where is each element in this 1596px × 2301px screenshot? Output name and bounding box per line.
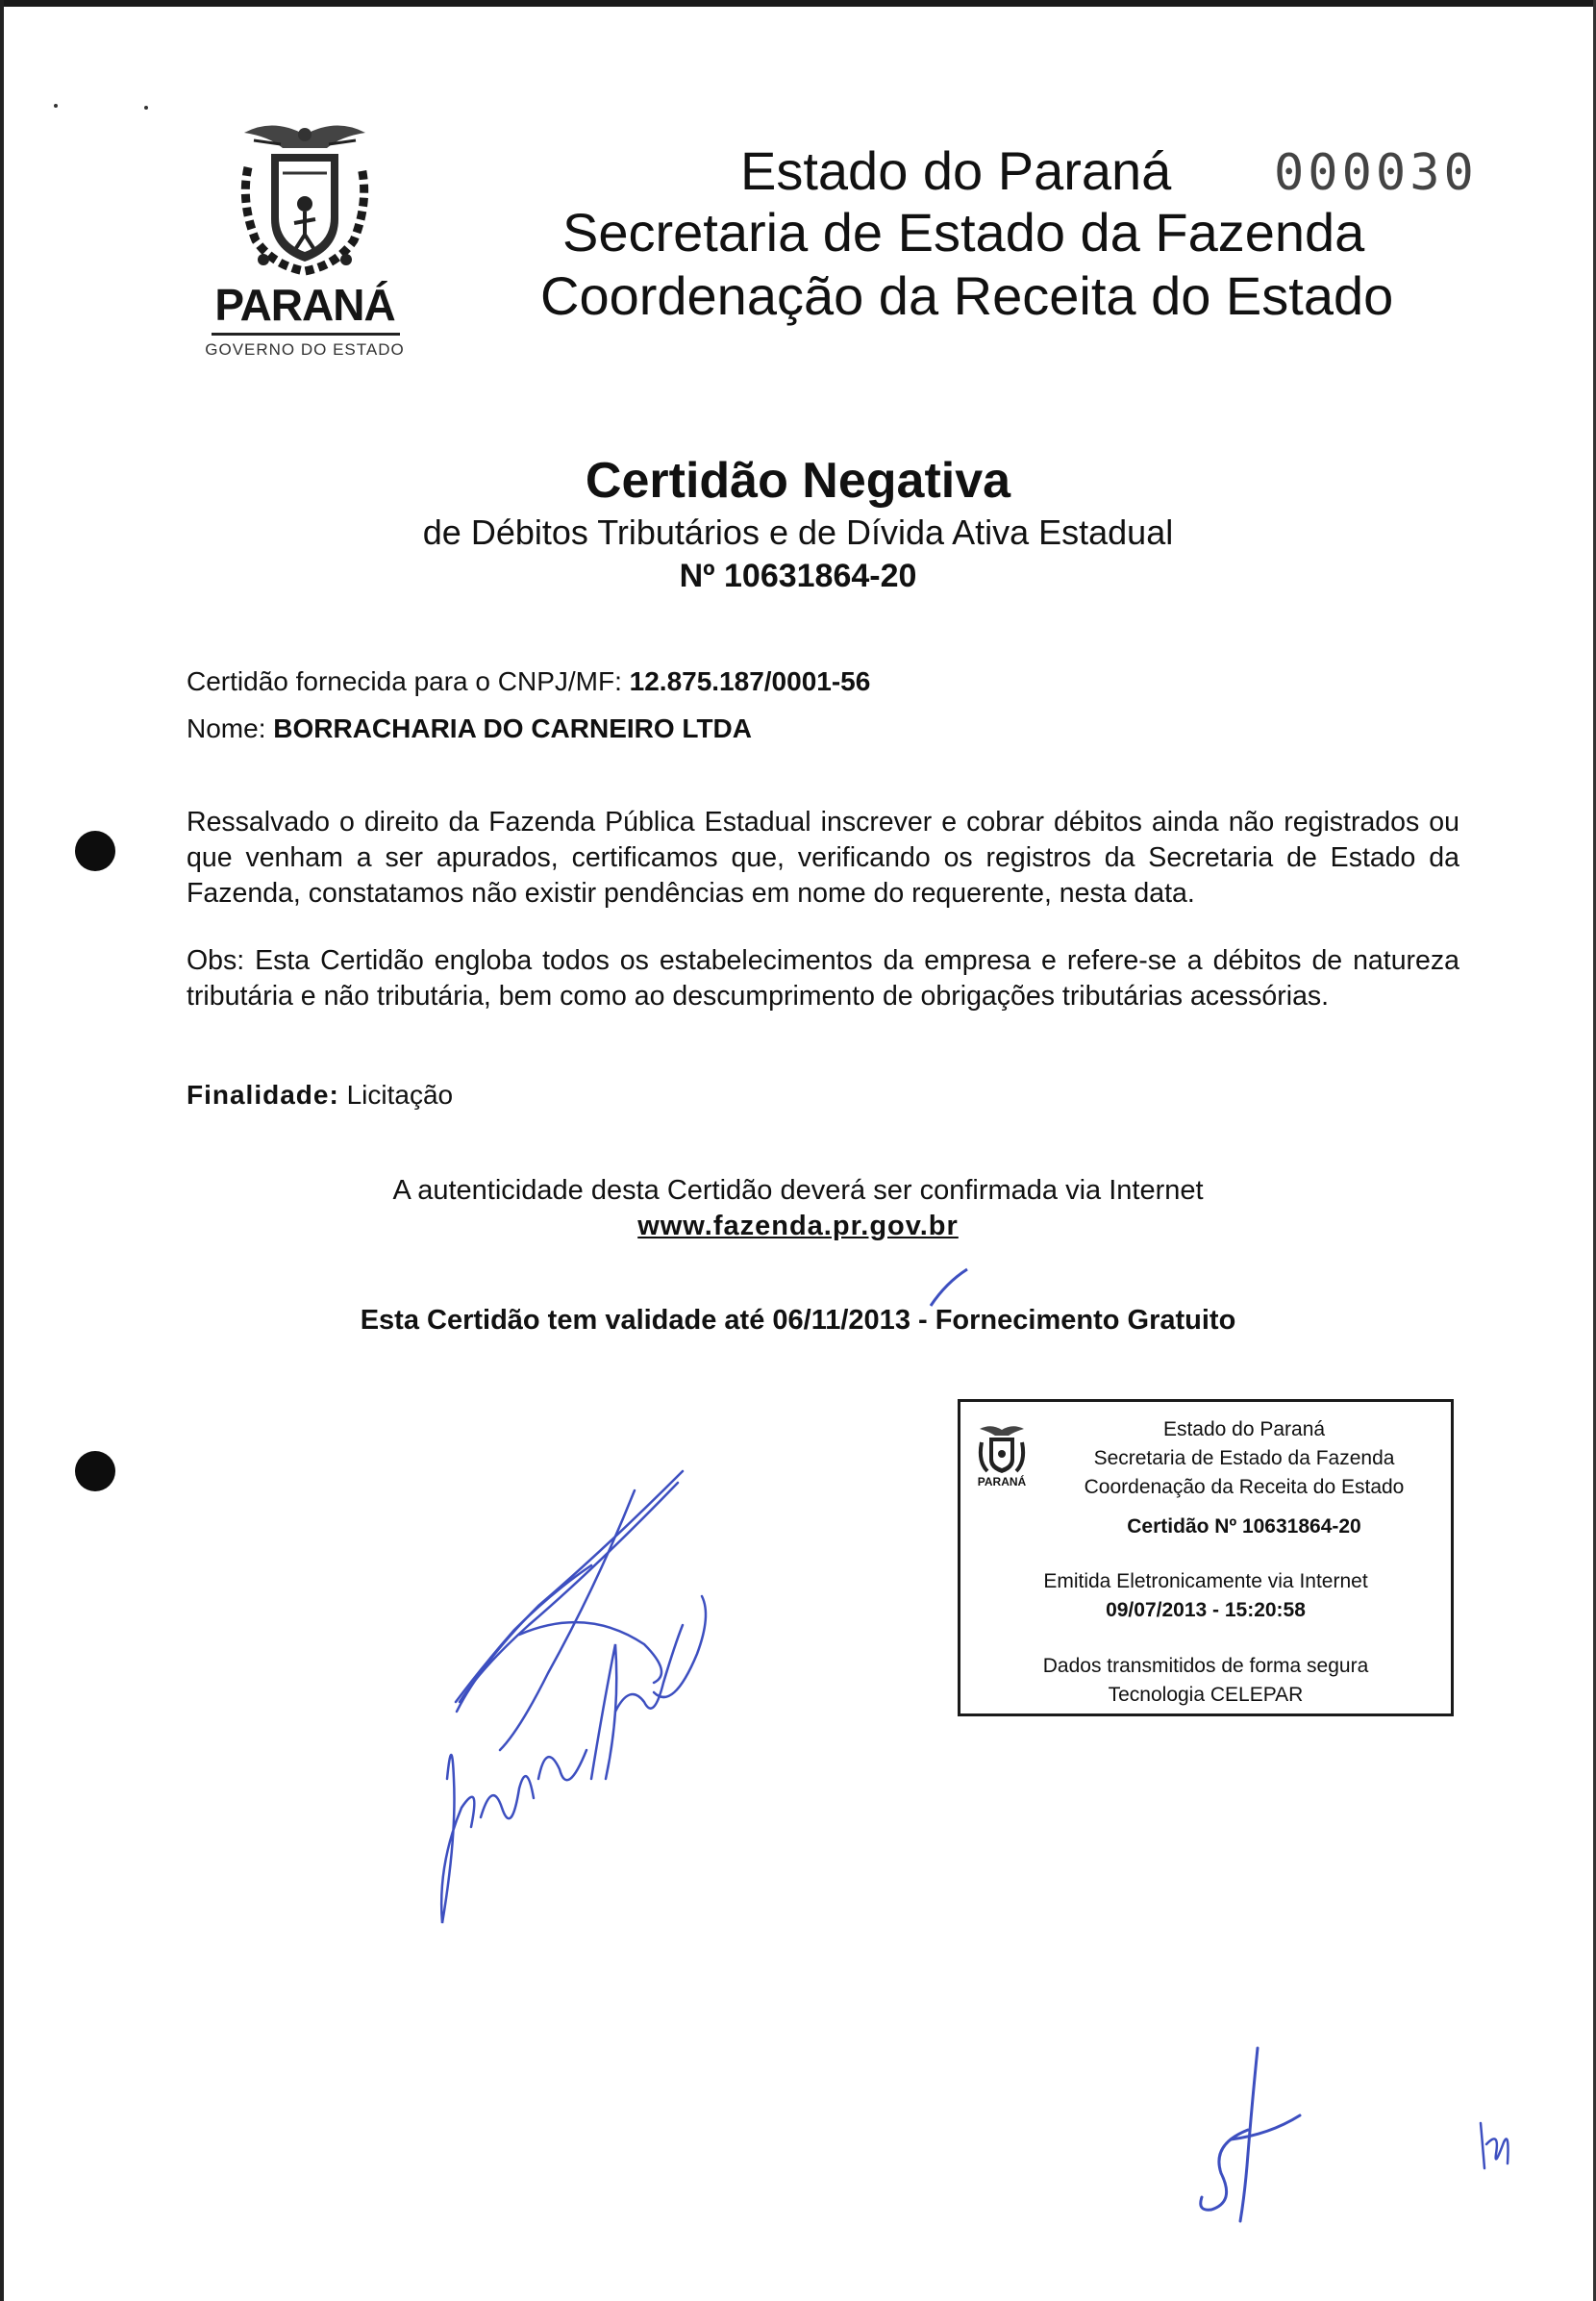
scan-edge-left	[0, 0, 4, 2301]
logo-divider	[212, 333, 400, 336]
name-value: BORRACHARIA DO CARNEIRO LTDA	[273, 713, 753, 743]
header-secretariat: Secretaria de Estado da Fazenda	[562, 202, 1365, 263]
purpose-field	[187, 1080, 453, 1111]
purpose-value: Licitação	[346, 1080, 454, 1110]
name-field	[187, 713, 752, 744]
ink-tick-mark	[923, 1260, 981, 1317]
page-initial-mark	[1471, 2115, 1519, 2183]
handwritten-signature	[423, 1462, 769, 1942]
verification-link[interactable]: www.fazenda.pr.gov.br	[637, 1211, 959, 1241]
cnpj-label: Certidão fornecida para o CNPJ/MF:	[187, 666, 622, 696]
name-label: Nome:	[187, 713, 266, 743]
scan-edge-top	[0, 0, 1596, 7]
header-coordination: Coordenação da Receita do Estado	[540, 265, 1394, 326]
electronic-issue-stamp	[958, 1399, 1454, 1716]
stamp-security-line: Dados transmitidos de forma segura	[1042, 1655, 1369, 1677]
stamp-coordination: Coordenação da Receita do Estado	[1084, 1476, 1405, 1498]
coat-of-arms-icon	[235, 115, 375, 279]
logo-name: PARANÁ	[214, 280, 395, 330]
initials-mark	[1192, 2038, 1308, 2231]
certificate-number: Nº 10631864-20	[679, 558, 917, 594]
stamp-secretariat: Secretaria de Estado da Fazenda	[1093, 1447, 1395, 1469]
certificate-title: Certidão Negativa	[585, 453, 1011, 509]
cnpj-field	[187, 666, 870, 697]
logo-subtitle: GOVERNO DO ESTADO	[205, 340, 405, 359]
purpose-label: Finalidade:	[187, 1080, 339, 1110]
stamp-certificate-number: Certidão Nº 10631864-20	[1127, 1515, 1361, 1538]
cnpj-value: 12.875.187/0001-56	[629, 666, 871, 696]
header-state: Estado do Paraná	[740, 140, 1172, 201]
punch-hole	[75, 1451, 115, 1491]
punch-hole	[75, 831, 115, 871]
parana-coat-of-arms-logo	[204, 115, 406, 365]
stamp-logo	[972, 1423, 1032, 1500]
scan-speck	[144, 106, 148, 110]
certification-paragraph: Ressalvado o direito da Fazenda Pública Estadual inscrever e cobrar débitos ainda não registrados ou que venham a ser apurados, certificamos que, verificando os registros da Secretaria de Estado da Fazenda, constatamos não existir pendências em nome do requerente, nesta data.	[187, 807, 1459, 909]
certificate-subtitle: de Débitos Tributários e de Dívida Ativa Estadual	[422, 513, 1174, 552]
observation-paragraph: Obs: Esta Certidão engloba todos os estabelecimentos da empresa e refere-se a débitos de natureza tributária e não tributária, bem como ao descumprimento de obrigações tributárias acessórias.	[187, 945, 1459, 1012]
stamp-technology: Tecnologia CELEPAR	[1108, 1684, 1304, 1706]
validity-statement: Esta Certidão tem validade até 06/11/2013 - Fornecimento Gratuito	[360, 1305, 1236, 1336]
stamp-issued-datetime: 09/07/2013 - 15:20:58	[1106, 1599, 1306, 1621]
stamp-logo-name: PARANÁ	[977, 1475, 1027, 1488]
scan-speck	[54, 104, 58, 108]
stamp-issued-label: Emitida Eletronicamente via Internet	[1043, 1570, 1368, 1592]
small-coat-of-arms-icon	[972, 1423, 1032, 1500]
authentication-text: A autenticidade desta Certidão deverá ser confirmada via Internet	[392, 1175, 1204, 1206]
page-control-number: 000030	[1274, 144, 1478, 202]
stamp-state: Estado do Paraná	[1162, 1418, 1326, 1440]
